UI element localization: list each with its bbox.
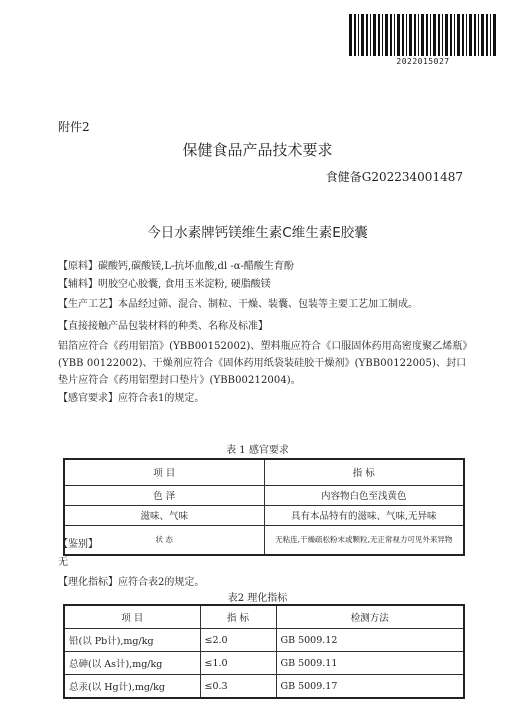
process-line bbox=[58, 296, 468, 313]
table-header-row bbox=[64, 605, 464, 629]
table-row bbox=[64, 675, 464, 699]
table-cell: 内容物白色至浅黄色 bbox=[264, 485, 464, 505]
table-cell: 滋味、气味 bbox=[64, 505, 264, 525]
attachment-label: 附件2 bbox=[58, 120, 90, 134]
table-cell: GB 5009.12 bbox=[276, 629, 464, 652]
identification-heading bbox=[58, 536, 468, 553]
identification-text: 无 bbox=[58, 557, 68, 568]
table-cell: 总砷(以 As计),mg/kg bbox=[64, 652, 200, 675]
product-name: 今日水素牌钙镁维生素C维生素E胶囊 bbox=[147, 225, 368, 241]
table-header-row bbox=[64, 459, 464, 485]
table-header-cell: 项 目 bbox=[64, 605, 200, 629]
table-row bbox=[64, 652, 464, 675]
table-header-cell: 指 标 bbox=[200, 605, 276, 629]
sensory-label: 【感官要求】 bbox=[58, 393, 118, 404]
table-cell: ≤0.3 bbox=[200, 675, 276, 699]
physchem-text: 应符合表2的规定。 bbox=[118, 577, 205, 588]
table-cell: 具有本品特有的滋味、气味,无异味 bbox=[264, 505, 464, 525]
table-header-cell: 指 标 bbox=[264, 459, 464, 485]
identification-label: 【鉴别】 bbox=[58, 539, 98, 550]
table-cell: ≤2.0 bbox=[200, 629, 276, 652]
table-cell: 铅(以 Pb计),mg/kg bbox=[64, 629, 200, 652]
document-title: 保健食品产品技术要求 bbox=[182, 141, 333, 159]
raw-materials-line bbox=[58, 258, 468, 275]
packaging-text: 铝箔应符合《药用铝箔》(YBB00152002)、塑料瓶应符合《口服固体药用高密度聚乙烯瓶》(YBB 00122002)、干燥剂应符合《固体药用纸袋装硅胶干燥剂》(YBB00122005)、封口垫片应符合《药用铝塑封口垫片》(YBB00212004)。 bbox=[58, 341, 468, 386]
table-cell: 色 泽 bbox=[64, 485, 264, 505]
packaging-heading bbox=[58, 318, 468, 335]
barcode-number: 2022015027 bbox=[396, 57, 450, 66]
auxiliary-text: 明胶空心胶囊, 食用玉米淀粉, 硬脂酸镁 bbox=[98, 279, 271, 290]
table-cell: GB 5009.11 bbox=[276, 652, 464, 675]
packaging-label: 【直接接触产品包装材料的种类、名称及标准】 bbox=[58, 321, 268, 332]
table-cell: GB 5009.17 bbox=[276, 675, 464, 699]
table-cell: ≤1.0 bbox=[200, 652, 276, 675]
table-cell: 无粘连,干燥疏松粉末或颗粒,无正常视力可见外来异物 bbox=[264, 525, 464, 555]
table-row bbox=[64, 485, 464, 505]
table2-caption: 表2 理化指标 bbox=[227, 593, 288, 604]
auxiliary-line bbox=[58, 276, 468, 293]
table1-caption: 表 1 感官要求 bbox=[226, 445, 289, 456]
process-label: 【生产工艺】 bbox=[58, 299, 118, 310]
barcode-image bbox=[347, 14, 499, 56]
physchem-table bbox=[63, 604, 465, 699]
table-cell: 状 态 bbox=[64, 525, 264, 555]
table-header-cell: 项 目 bbox=[64, 459, 264, 485]
table-cell: 总汞(以 Hg计),mg/kg bbox=[64, 675, 200, 699]
registration-number: 食健备G202234001487 bbox=[325, 170, 463, 184]
physchem-label: 【理化指标】 bbox=[58, 577, 118, 588]
table-row bbox=[64, 505, 464, 525]
sensory-line bbox=[58, 390, 468, 407]
sensory-text: 应符合表1的规定。 bbox=[118, 393, 205, 404]
process-text: 本品经过筛、混合、制粒、干燥、装囊、包装等主要工艺加工制成。 bbox=[118, 299, 418, 310]
raw-materials-label: 【原料】 bbox=[58, 261, 98, 272]
table-row bbox=[64, 629, 464, 652]
auxiliary-label: 【辅料】 bbox=[58, 279, 98, 290]
raw-materials-text: 碳酸钙,碳酸镁,L-抗坏血酸,dl -α-醋酸生育酚 bbox=[98, 261, 294, 272]
table-header-cell: 检测方法 bbox=[276, 605, 464, 629]
